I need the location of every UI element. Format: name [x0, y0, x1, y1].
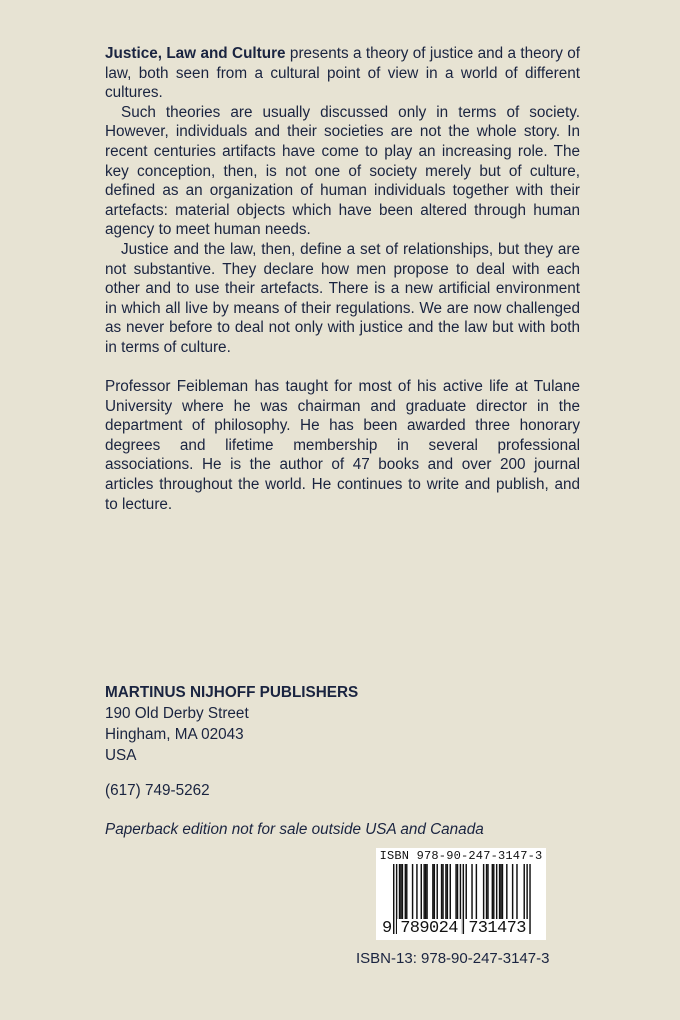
barcode-bar: [483, 864, 484, 920]
barcode-bar: [432, 864, 433, 920]
isbn13-label: ISBN-13: 978-90-247-3147-3: [356, 950, 550, 967]
back-cover-blurb: [105, 44, 580, 514]
barcode-bar: [476, 864, 477, 920]
publisher-country: USA: [105, 747, 137, 764]
barcode-bar: [445, 864, 446, 920]
barcode-bar: [441, 864, 442, 920]
barcode-bar: [447, 864, 448, 920]
barcode-ean-first-digit: 9: [382, 919, 393, 938]
barcode-bar: [399, 864, 400, 920]
barcode-bar: [500, 864, 501, 920]
blurb-paragraph-3: Justice and the law, then, define a set of relationships, but they are not substantive. They declare how men propose to deal with each other and to use their artefacts. There is a new artificial environment in which all live by means of their regulations. We are now challenged as never before to deal not only with justice and the law but with both in terms of culture.: [105, 240, 580, 356]
barcode-bar: [450, 864, 451, 920]
publisher-phone: (617) 749-5262: [105, 782, 210, 799]
barcode-bar: [405, 864, 406, 920]
barcode-bar: [499, 864, 500, 920]
barcode-ean-right-digits: 731473: [465, 919, 529, 938]
blurb-paragraph-1-text: presents a theory of justice and a theory of law, both seen from a cultural point of view in a world of different cultures.: [105, 45, 580, 102]
barcode-ean-left-digits: 789024: [397, 919, 461, 938]
barcode-bar: [487, 864, 488, 920]
blurb-paragraph-2: Such theories are usually discussed only in terms of society. However, individuals and their societies are not the whole story. In recent centuries artifacts have come to play an increasing role. The key conception, then, is not one of society merely but of culture, defined as an organization of human individuals together with their artefacts: material objects which have been altered through human agency to meet human needs.: [105, 103, 580, 239]
book-title: Justice, Law and Culture: [105, 45, 286, 62]
barcode-bar: [425, 864, 426, 920]
barcode-bar: [406, 864, 407, 920]
barcode-bar: [393, 864, 394, 934]
barcode-bar: [434, 864, 435, 920]
barcode-bar: [496, 864, 497, 920]
barcode-bar: [423, 864, 424, 920]
sale-notice: Paperback edition not for sale outside USA and Canada: [105, 821, 484, 838]
barcode-isbn-label: ISBN 978-90-247-3147-3: [379, 849, 543, 863]
barcode-bar: [416, 864, 417, 920]
barcode-bar: [492, 864, 493, 920]
barcode-bar: [512, 864, 513, 920]
barcode: [376, 848, 546, 940]
barcode-bar: [506, 864, 507, 920]
barcode-bar: [412, 864, 413, 920]
barcode-bar: [502, 864, 503, 920]
publisher-street: 190 Old Derby Street: [105, 705, 249, 722]
publisher-address: [105, 682, 358, 766]
publisher-name: MARTINUS NIJHOFF PUBLISHERS: [105, 684, 359, 701]
barcode-bar: [493, 864, 494, 920]
blurb-paragraph-1: [105, 44, 580, 103]
barcode-bar: [471, 864, 472, 920]
barcode-bar: [455, 864, 456, 920]
publisher-city: Hingham, MA 02043: [105, 726, 244, 743]
barcode-bar: [426, 864, 427, 920]
barcode-bar: [516, 864, 517, 920]
barcode-bar: [524, 864, 525, 920]
barcode-bar: [402, 864, 403, 920]
barcode-bar: [421, 864, 422, 920]
barcode-bar: [400, 864, 401, 920]
author-bio: Professor Feibleman has taught for most of his active life at Tulane University where he was chairman and graduate director in the department of philosophy. He has been awarded three honorary degrees and lifetime membership in several professional associations. He is the author of 47 books and over 200 journal articles throughout the world. He continues to write and publish, and to lecture.: [105, 378, 580, 513]
barcode-bar: [457, 864, 458, 920]
barcode-bar: [437, 864, 438, 920]
barcode-bar: [442, 864, 443, 920]
barcode-bar: [486, 864, 487, 920]
barcode-bar: [529, 864, 530, 934]
barcode-bar: [463, 864, 464, 934]
barcode-bar: [466, 864, 467, 920]
